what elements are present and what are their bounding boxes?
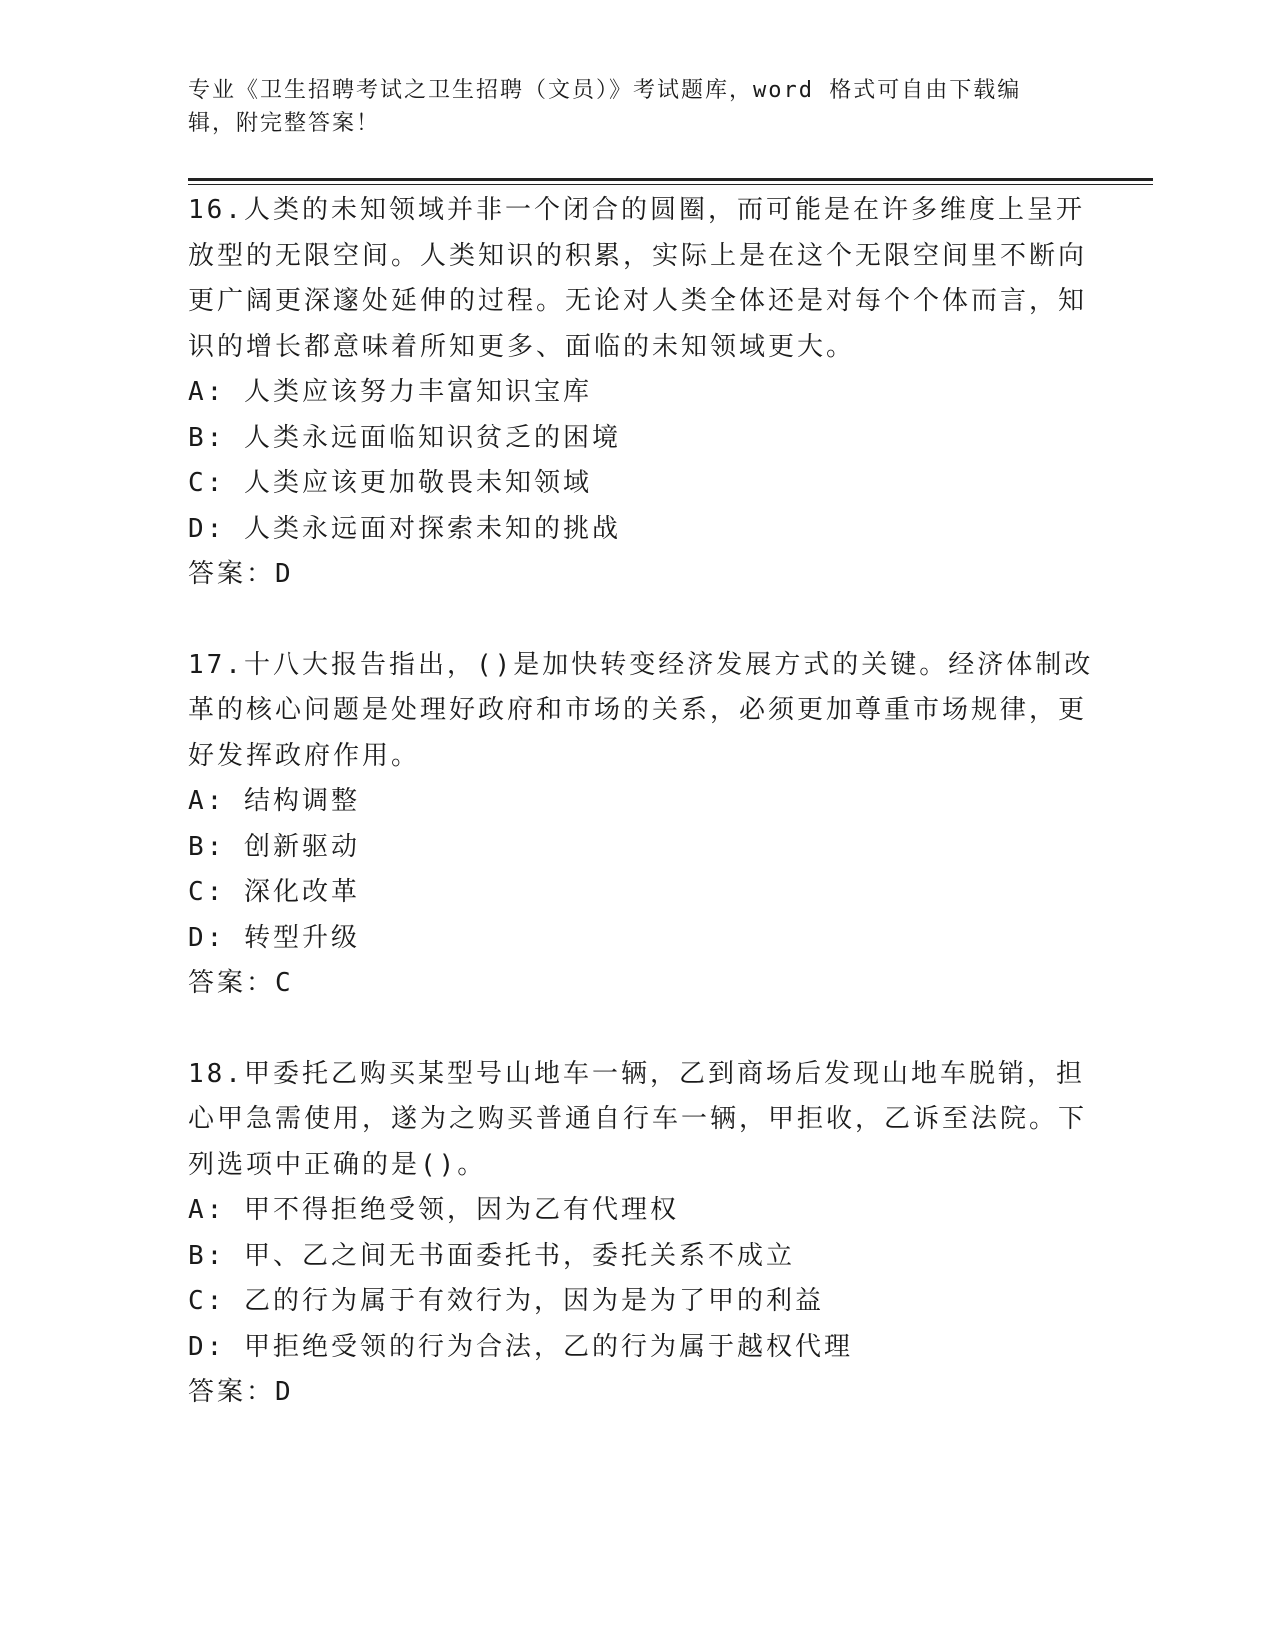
- question-17: [188, 643, 1108, 1007]
- answer-line: 答案：D: [188, 559, 294, 589]
- option-b: B: 创新驱动: [188, 831, 360, 862]
- question-stem: 16.人类的未知领域并非一个闭合的圆圈，而可能是在许多维度上呈开放型的无限空间。人类知识的积累，实际上是在这个无限空间里不断向更广阔更深邃处延伸的过程。无论对人类全体还是对每个个体而言，知识的增长都意味着所知更多、面临的未知领域更大。: [188, 195, 1088, 362]
- option-c: C: 人类应该更加敬畏未知领域: [188, 468, 592, 498]
- question-stem: 18.甲委托乙购买某型号山地车一辆，乙到商场后发现山地车脱销，担心甲急需使用，遂为之购买普通自行车一辆，甲拒收，乙诉至法院。下列选项中正确的是()。: [188, 1058, 1088, 1180]
- option-d: D: 甲拒绝受领的行为合法，乙的行为属于越权代理: [188, 1331, 853, 1362]
- option-a: A: 结构调整: [188, 786, 360, 816]
- header-divider-thick: [188, 178, 1153, 181]
- question-stem: 17.十八大报告指出，()是加快转变经济发展方式的关键。经济体制改革的核心问题是处理好政府和市场的关系，必须更加尊重市场规律，更好发挥政府作用。: [188, 649, 1094, 771]
- option-d: D: 转型升级: [188, 922, 360, 953]
- option-a: A: 人类应该努力丰富知识宝库: [188, 377, 592, 407]
- option-c: C: 深化改革: [188, 877, 360, 907]
- answer-line: 答案：D: [188, 1377, 294, 1407]
- option-b: B: 人类永远面临知识贫乏的困境: [188, 422, 621, 453]
- header-divider-thin: [188, 184, 1153, 185]
- option-a: A: 甲不得拒绝受领，因为乙有代理权: [188, 1195, 679, 1225]
- question-16: [188, 188, 1108, 598]
- answer-line: 答案：C: [188, 968, 294, 998]
- question-list: [188, 188, 1108, 1461]
- option-b: B: 甲、乙之间无书面委托书，委托关系不成立: [188, 1240, 795, 1271]
- option-c: C: 乙的行为属于有效行为，因为是为了甲的利益: [188, 1286, 824, 1316]
- question-18: [188, 1052, 1108, 1416]
- option-d: D: 人类永远面对探索未知的挑战: [188, 513, 621, 544]
- document-header: 专业《卫生招聘考试之卫生招聘（文员）》考试题库，word 格式可自由下载编辑，附完整答案！: [188, 78, 1022, 136]
